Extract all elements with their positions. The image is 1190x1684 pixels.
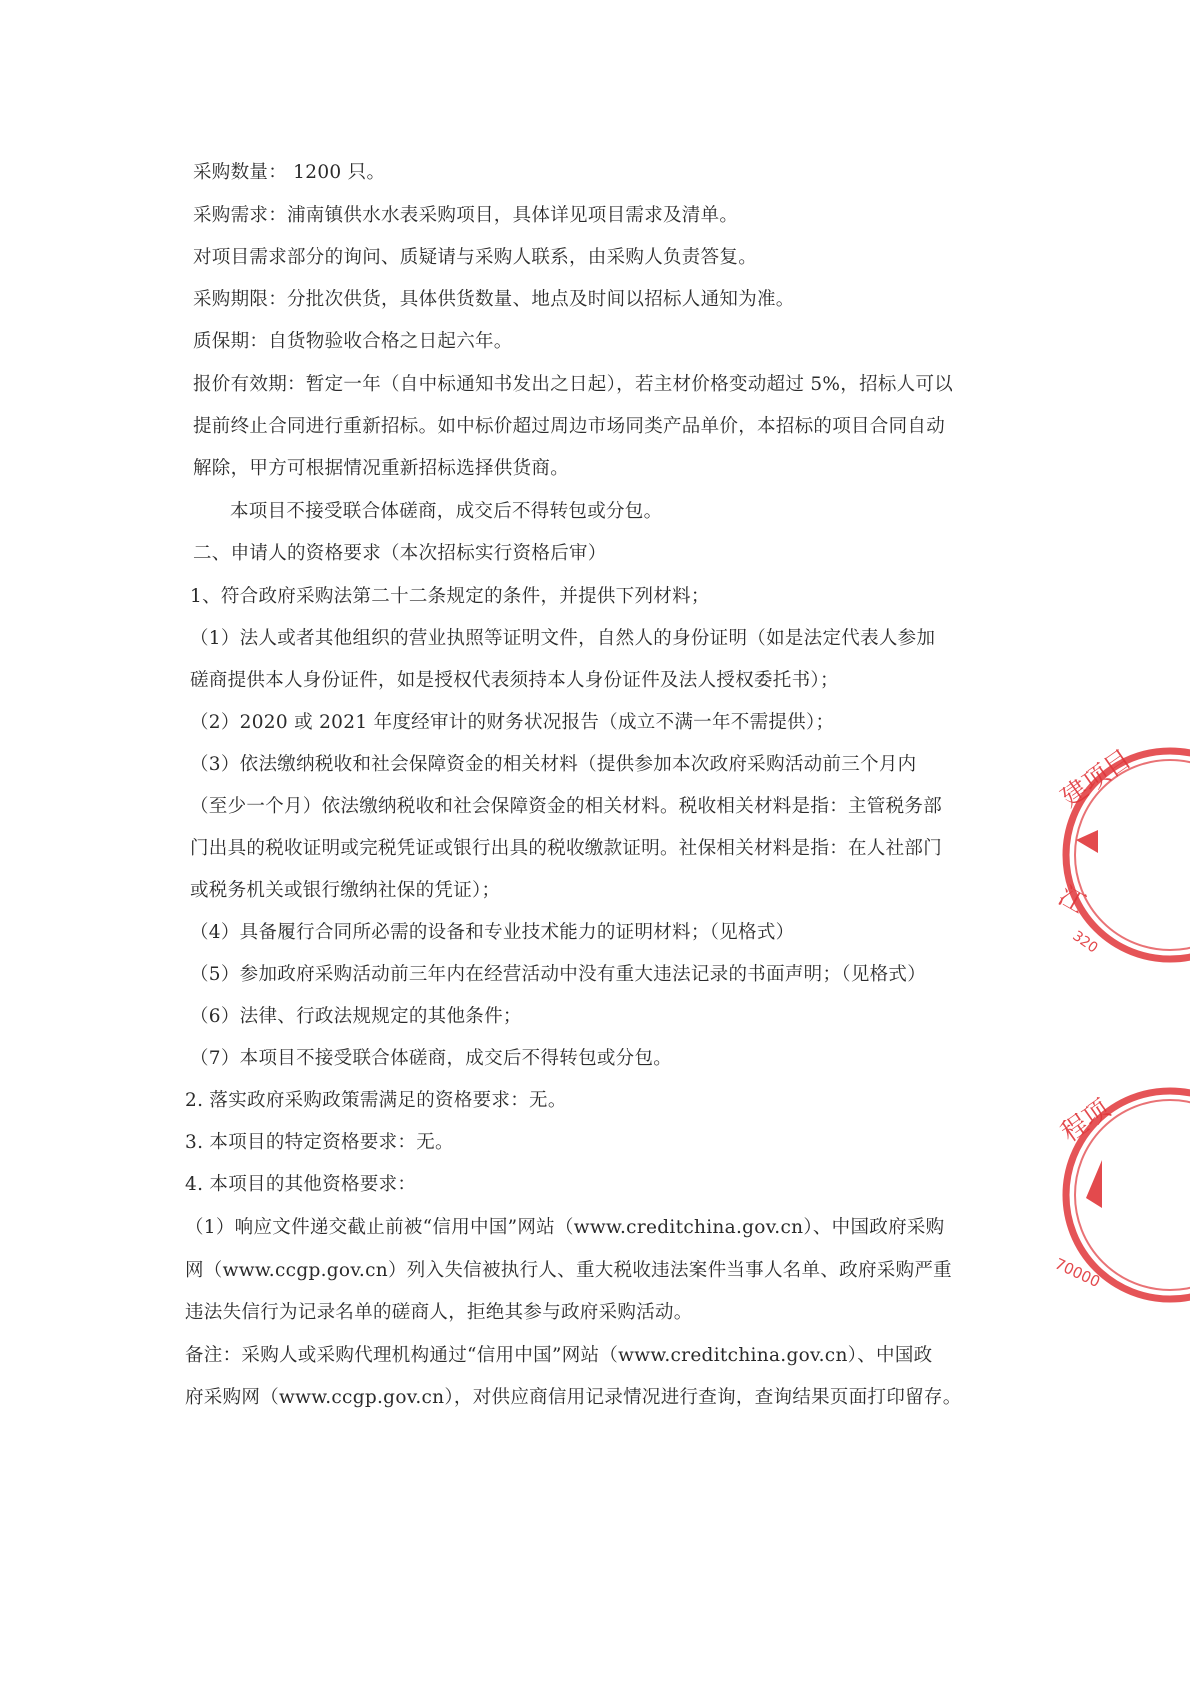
text-line: （3）依法缴纳税收和社会保障资金的相关材料（提供参加本次政府采购活动前三个月内 [190, 754, 917, 775]
text-line: 采购期限：分批次供货，具体供货数量、地点及时间以招标人通知为准。 [193, 289, 795, 310]
text-line: 提前终止合同进行重新招标。如中标价超过周边市场同类产品单价，本招标的项目合同自动 [193, 416, 946, 437]
text-line: （至少一个月）依法缴纳税收和社会保障资金的相关材料。税收相关材料是指：主管税务部 [190, 796, 943, 817]
official-seal-top [1040, 735, 1138, 975]
text-line: 府采购网（www.ccgp.gov.cn），对供应商信用记录情况进行查询，查询结果页面打印留存。 [185, 1387, 962, 1408]
text-line: 本项目不接受联合体磋商，成交后不得转包或分包。 [230, 501, 663, 522]
seal-top-text-2: 江 [1052, 880, 1091, 920]
text-line: （2）2020 或 2021 年度经审计的财务状况报告（成立不满一年不需提供）； [190, 712, 835, 733]
text-line: 磋商提供本人身份证件，如是授权代表须持本人身份证件及法人授权委托书）； [190, 670, 839, 691]
text-line: 门出具的税收证明或完税凭证或银行出具的税收缴款证明。社保相关材料是指：在人社部门 [190, 838, 943, 859]
text-line: 2. 落实政府采购政策需满足的资格要求：无。 [185, 1090, 567, 1111]
text-line: 网（www.ccgp.gov.cn）列入失信被执行人、重大税收违法案件当事人名单、政府采购严重 [185, 1260, 952, 1281]
text-line: （1）法人或者其他组织的营业执照等证明文件，自然人的身份证明（如是法定代表人参加 [190, 628, 936, 649]
seal-top-text: 建项目 [1055, 744, 1138, 814]
text-line: 或税务机关或银行缴纳社保的凭证）； [190, 880, 501, 901]
seal-bottom-text: 程项 [1055, 1094, 1116, 1149]
seal-top-number: 320 [1069, 928, 1101, 957]
text-line: 4. 本项目的其他资格要求： [185, 1174, 417, 1195]
text-line: 质保期：自货物验收合格之日起六年。 [193, 331, 513, 352]
seal-bottom-number: 70000 [1052, 1254, 1103, 1292]
text-line: （7）本项目不接受联合体磋商，成交后不得转包或分包。 [190, 1048, 673, 1069]
text-line: 采购需求：浦南镇供水水表采购项目，具体详见项目需求及清单。 [193, 205, 739, 226]
text-line: 违法失信行为记录名单的磋商人，拒绝其参与政府采购活动。 [185, 1302, 693, 1323]
text-line: （1）响应文件递交截止前被“信用中国”网站（www.creditchina.gov.cn）、中国政府采购 [185, 1217, 945, 1238]
text-line: 备注：采购人或采购代理机构通过“信用中国”网站（www.creditchina.gov.cn）、中国政 [185, 1345, 933, 1366]
text-line: （5）参加政府采购活动前三年内在经营活动中没有重大违法记录的书面声明；（见格式） [190, 964, 927, 985]
text-line: 对项目需求部分的询问、质疑请与采购人联系，由采购人负责答复。 [193, 247, 758, 268]
text-line: 解除，甲方可根据情况重新招标选择供货商。 [193, 458, 570, 479]
text-line: 报价有效期：暂定一年（自中标通知书发出之日起），若主材价格变动超过 5%，招标人可以 [193, 374, 954, 395]
text-line: 采购数量： 1200 只。 [193, 162, 386, 183]
text-line: 1、符合政府采购法第二十二条规定的条件，并提供下列材料； [190, 586, 710, 607]
section-heading: 二、申请人的资格要求（本次招标实行资格后审） [193, 543, 607, 564]
text-line: 3. 本项目的特定资格要求：无。 [185, 1132, 454, 1153]
official-seal-bottom [1040, 1080, 1116, 1310]
text-line: （4）具备履行合同所必需的设备和专业技术能力的证明材料；（见格式） [190, 922, 795, 943]
text-line: （6）法律、行政法规规定的其他条件； [190, 1006, 522, 1027]
